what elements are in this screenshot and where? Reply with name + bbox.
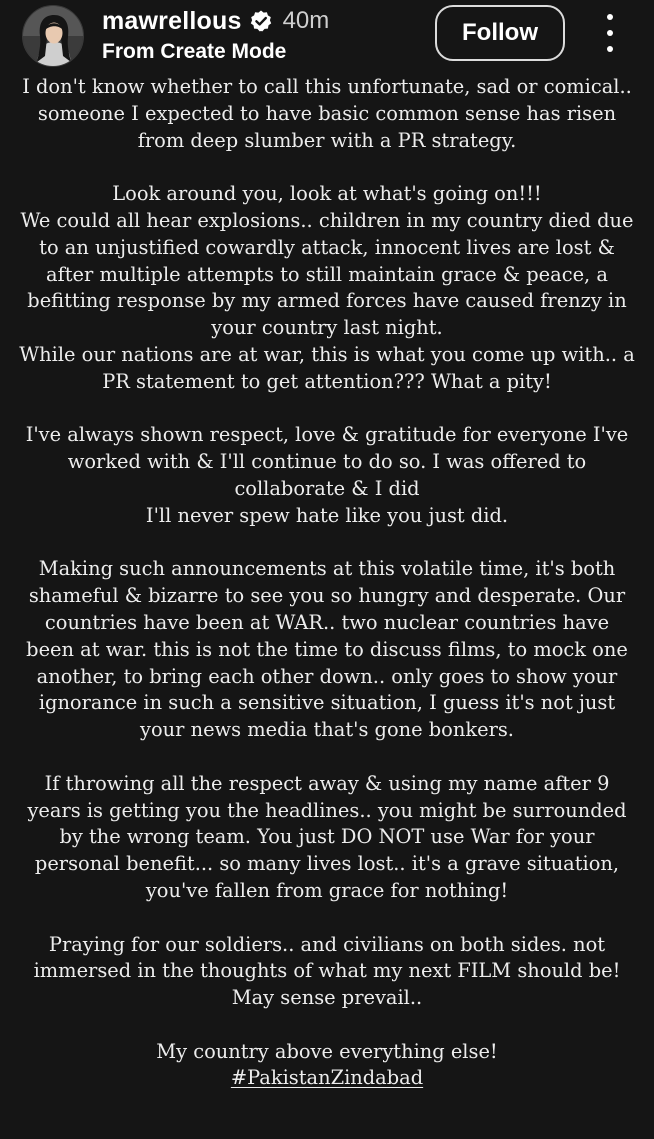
post-line: immersed in the thoughts of what my next FILM should be!	[33, 959, 621, 983]
post-line: While our nations are at war, this is what you come up with.. a	[19, 342, 635, 366]
post-line: Praying for our soldiers.. and civilians on both sides. not	[48, 932, 606, 956]
post-line: to an unjustified cowardly attack, innocent lives are lost &	[39, 235, 615, 259]
post-line: another, to bring each other down.. only goes to show your	[36, 664, 618, 688]
post-line: I'll never spew hate like you just did.	[145, 503, 509, 527]
post-line: after multiple attempts to still maintain grace & peace, a	[46, 262, 608, 286]
post-line: Making such announcements at this volatile time, it's both	[38, 557, 616, 581]
post-line: by the wrong team. You just DO NOT use War for your	[59, 825, 595, 849]
post-paragraph	[14, 932, 640, 1012]
follow-button[interactable]: Follow	[435, 5, 565, 61]
post-paragraph	[14, 422, 640, 529]
post-line: collaborate & I did	[234, 476, 420, 500]
post-line: My country above everything else!	[156, 1039, 498, 1063]
post-line: someone I expected to have basic common sense has risen	[37, 101, 617, 125]
username-row	[102, 4, 329, 38]
post-line: years is getting you the headlines.. you might be surrounded	[27, 798, 627, 822]
post-paragraph	[14, 181, 640, 395]
post-line: been at war. this is not the time to discuss films, to mock one	[26, 637, 628, 661]
post-line: worked with & I'll continue to do so. I was offered to	[67, 450, 587, 474]
post-line: PR statement to get attention??? What a pity!	[102, 369, 552, 393]
post-line: I've always shown respect, love & gratitude for everyone I've	[25, 423, 629, 447]
post-line: ignorance in such a sensitive situation, I guess it's not just	[38, 691, 616, 715]
post-line: Look around you, look at what's going on!!!	[112, 182, 542, 206]
post-line: I don't know whether to call this unfortunate, sad or comical..	[22, 75, 632, 98]
username[interactable]: mawrellous	[102, 6, 242, 35]
post-line: shameful & bizarre to see you so hungry and desperate. Our	[28, 584, 626, 608]
post-header	[0, 0, 654, 72]
post-line: befitting response by my armed forces have caused frenzy in	[27, 289, 627, 313]
post-paragraph	[14, 74, 640, 154]
more-vertical-icon[interactable]	[598, 14, 622, 52]
post-line: you've fallen from grace for nothing!	[145, 878, 509, 902]
avatar-image	[23, 6, 84, 67]
post-line: countries have been at WAR.. two nuclear countries have	[44, 610, 610, 634]
post-line: your country last night.	[211, 316, 443, 340]
post-line: We could all hear explosions.. children in my country died due	[20, 208, 634, 232]
post-time: 40m	[282, 7, 330, 34]
post-line: May sense prevail..	[231, 986, 423, 1010]
verified-badge-icon	[249, 9, 273, 33]
more-dot	[607, 30, 613, 36]
more-dot	[607, 14, 613, 20]
post-line: If throwing all the respect away & using my name after 9	[44, 771, 610, 795]
post-line: from deep slumber with a PR strategy.	[137, 128, 517, 152]
post-paragraph	[14, 1039, 640, 1093]
post-line: your news media that's gone bonkers.	[140, 718, 514, 742]
post-subtitle: From Create Mode	[102, 40, 287, 63]
post-paragraph	[14, 771, 640, 905]
post-paragraph	[14, 556, 640, 744]
hashtag-link[interactable]: #PakistanZindabad	[230, 1066, 424, 1090]
post-line: personal benefit... so many lives lost.. it's a grave situation,	[34, 852, 620, 876]
post-body	[14, 74, 640, 1092]
more-dot	[607, 46, 613, 52]
avatar[interactable]	[22, 5, 84, 67]
